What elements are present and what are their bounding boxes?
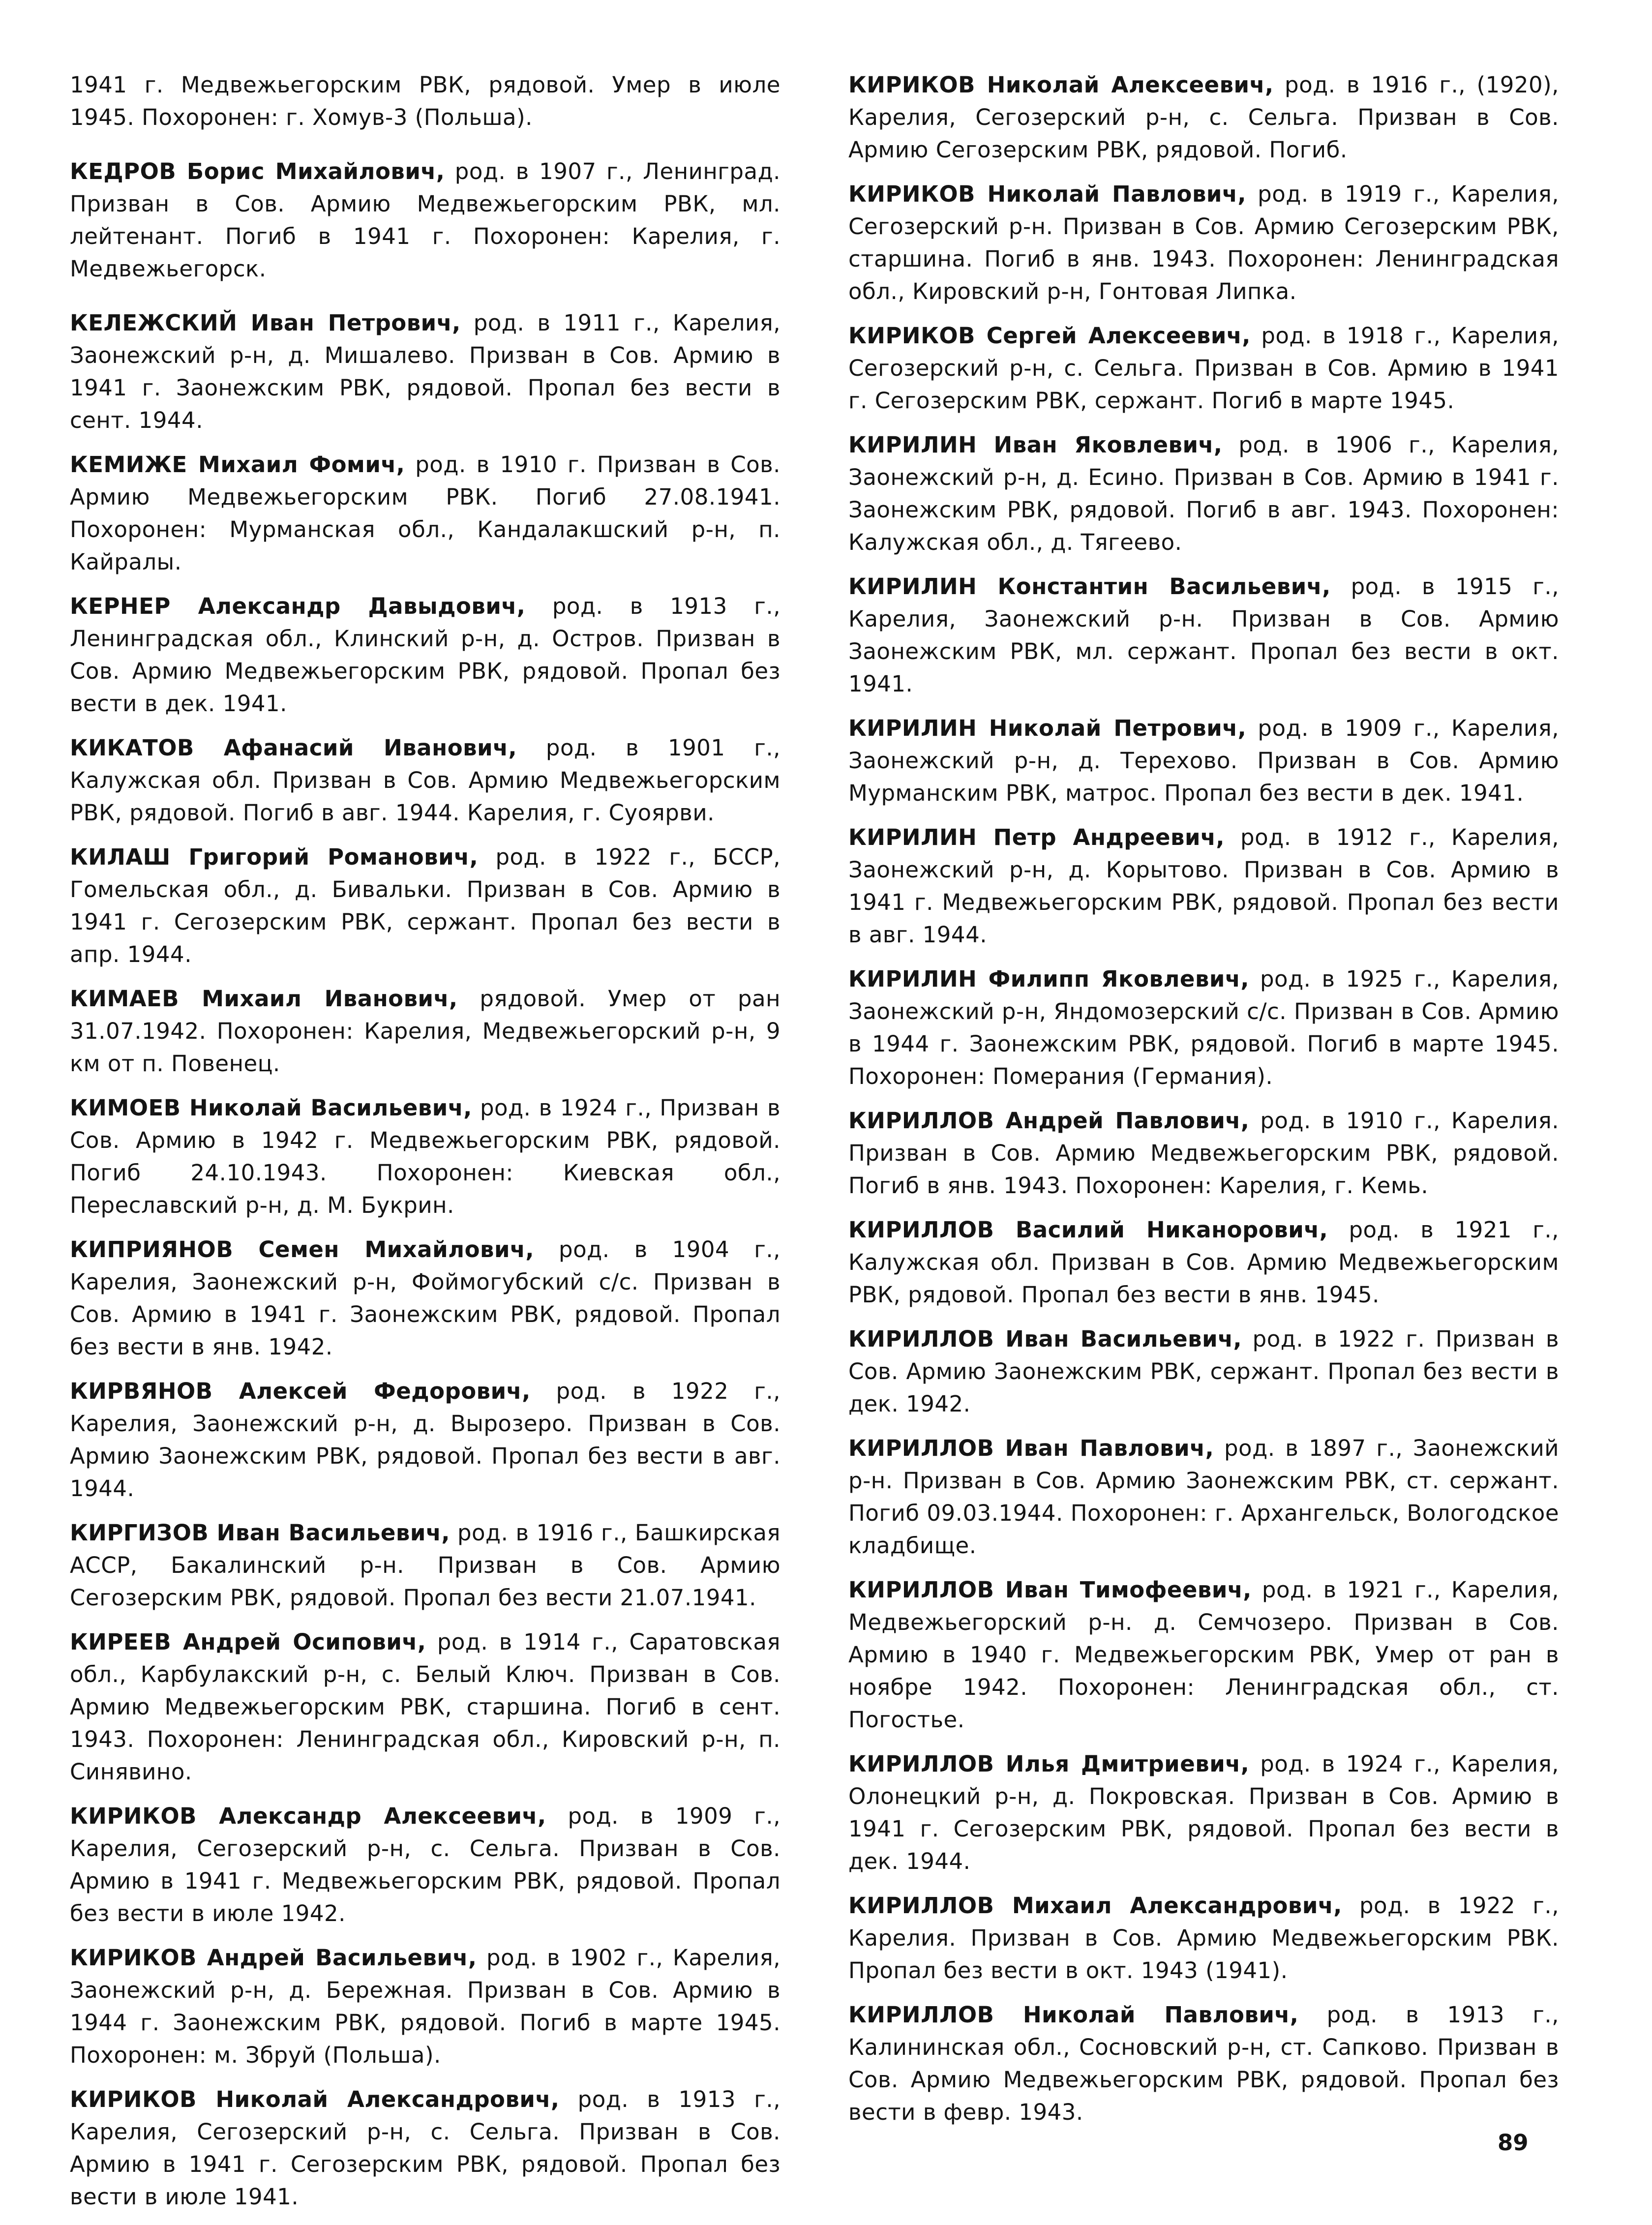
entry-text: род. в 1904 г., Карелия, Заонежский р-н, Фоймогубский с/с. Призван в Сов. Армию в 1941 г. Заонежским РВК, рядовой. Пропал без вести в янв. 1942. [70,1236,781,1360]
entry-kirikov-nikolay-alexeevich [848,69,1559,166]
entry-text: род. в 1925 г., Карелия, Заонежский р-н, Яндомозерский с/с. Призван в Сов. Армию в 1944 г. Заонежским РВК, рядовой. Погиб в марте 1945. Похоронен: Померания (Германия). [848,966,1559,1089]
entry-name: КИЛАШ Григорий Романович, [70,844,479,870]
entry-text: род. в 1913 г., Карелия, Сегозерский р-н, с. Сельга. Призван в Сов. Армию в 1941 г. Сегозерским РВК, рядовой. Пропал без вести в июле 1941. [70,2086,781,2210]
entry-text: род. в 1924 г., Призван в Сов. Армию в 1942 г. Медвежьегорским РВК, рядовой. Погиб 24.10.1943. Похоронен: Киевская обл., Переславский р-н, д. М. Букрин. [70,1095,781,1218]
entry-name: КИРИКОВ Сергей Алексеевич, [848,323,1251,349]
entry-name: КИРИЛЛОВ Андрей Павлович, [848,1108,1250,1134]
entry-text: род. в 1921 г., Карелия, Медвежьегорский р-н. д. Семчозеро. Призван в Сов. Армию в 1940 г. Медвежьегорским РВК, Умер от ран в ноябре 1942. Похоронен: Ленинградская обл., ст. Погостье. [848,1577,1560,1733]
entry-text: род. в 1911 г., Карелия, Заонежский р-н, д. Мишалево. Призван в Сов. Армию в 1941 г. Заонежским РВК, рядовой. Пропал без вести в сент. 1944. [70,310,781,433]
entry-name: КИРИЛЛОВ Иван Тимофеевич, [848,1577,1252,1603]
entry-text: род. в 1906 г., Карелия, Заонежский р-н, д. Есино. Призван в Сов. Армию в 1941 г. Заонежским РВК, рядовой. Погиб в авг. 1943. Похоронен: Калужская обл., д. Тягеево. [848,432,1559,555]
entry-text: род. в 1915 г., Карелия, Заонежский р-н. Призван в Сов. Армию Заонежским РВК, мл. сержант. Пропал без вести в окт. 1941. [848,573,1560,697]
entry-kirilin-nikolay [848,712,1559,810]
entry-kirikov-sergey [848,320,1559,417]
entry-name: КИРГИЗОВ Иван Васильевич, [70,1520,450,1546]
entry-text: род. в 1910 г., Карелия. Призван в Сов. Армию Медвежьегорским РВК, рядовой. Погиб в янв. 1943. Похоронен: Карелия, г. Кемь. [848,1108,1560,1199]
entry-kirillov-ilya [848,1748,1559,1878]
entry-kimaev-mikhail [70,983,781,1080]
entry-text: род. в 1912 г., Карелия, Заонежский р-н, д. Корытово. Призван в Сов. Армию в 1941 г. Медвежьегорским РВК, рядовой. Пропал без вести в авг. 1944. [848,824,1560,948]
entry-kirillov-vasily [848,1214,1559,1311]
entry-continued [70,69,781,134]
entry-text: род. в 1914 г., Саратовская обл., Карбулакский р-н, с. Белый Ключ. Призван в Сов. Армию Медвежьегорским РВК, старшина. Погиб в сент. 1943. Похоронен: Ленинградская обл., Кировский р-н, п. Синявино. [70,1629,781,1785]
entry-text: род. в 1901 г., Калужская обл. Призван в Сов. Армию Медвежьегорским РВК, рядовой. Погиб в авг. 1944. Карелия, г. Суоярви. [70,735,781,826]
entry-kirikov-alexander [70,1800,781,1930]
entry-name: КИРИКОВ Александр Алексеевич, [70,1803,546,1829]
entry-kemizhe-mikhail [70,449,781,578]
entry-kirilin-ivan [848,429,1559,559]
entry-kirillov-ivan-pavlovich [848,1432,1559,1562]
entry-text: род. в 1916 г., (1920), Карелия, Сегозерский р-н, с. Сельга. Призван в Сов. Армию Сегозерским РВК, рядовой. Погиб. [848,72,1559,163]
entry-kirillov-ivan-vasilievich [848,1323,1559,1420]
entry-name: КИМОЕВ Николай Васильевич, [70,1095,472,1121]
entry-text: род. в 1924 г., Карелия, Олонецкий р-н, д. Покровская. Призван в Сов. Армию в 1941 г. Сегозерским РВК, рядовой. Пропал без вести в дек. 1944. [848,1751,1559,1874]
entry-kirillov-andrey [848,1105,1559,1202]
entry-text: род. в 1916 г., Башкирская АССР, Бакалинский р-н. Призван в Сов. Армию Сегозерским РВК, рядовой. Пропал без вести 21.07.1941. [70,1520,781,1611]
entry-kirillov-ivan-timofeevich [848,1574,1559,1736]
left-column [70,69,781,2225]
entry-name: КИРИЛЛОВ Иван Павлович, [848,1435,1214,1461]
entry-kirvyanov-alexey [70,1375,781,1505]
entry-name: КИПРИЯНОВ Семен Михайлович, [70,1236,534,1263]
entry-name: КИРИЛИН Филипп Яковлевич, [848,966,1249,992]
entry-name: КИРИКОВ Николай Александрович, [70,2086,560,2112]
entry-kedrov-boris [70,155,781,285]
entry-text: род. в 1907 г., Ленинград. Призван в Сов. Армию Медвежьегорским РВК, мл. лейтенант. Погиб в 1941 г. Похоронен: Карелия, г. Медвежьегорск. [70,158,781,282]
entry-kirillov-mikhail [848,1890,1559,1987]
entry-name: КИРИЛЛОВ Илья Дмитриевич, [848,1751,1250,1777]
entry-kirillov-nikolay [848,1999,1559,2129]
entry-name: КИРИКОВ Николай Алексеевич, [848,72,1274,98]
page-number: 89 [1498,2130,1529,2156]
entry-kirilin-petr [848,821,1559,951]
entry-kireev-andrey [70,1626,781,1788]
entry-text: род. в 1897 г., Заонежский р-н. Призван в Сов. Армию Заонежским РВК, ст. сержант. Погиб 09.03.1944. Похоронен: г. Архангельск, Вологодское кладбище. [848,1435,1559,1559]
entry-kilash-grigory [70,841,781,971]
entry-kipriyanov-semen [70,1233,781,1363]
entry-kirikov-nikolay-alexandrovich [70,2083,781,2213]
entry-name: КЕДРОВ Борис Михайлович, [70,158,445,184]
entry-kirilin-filipp [848,963,1559,1093]
entry-name: КЕМИЖЕ Михаил Фомич, [70,451,405,478]
entry-text: рядовой. Умер от ран 31.07.1942. Похоронен: Карелия, Медвежьегорский р-н, 9 км от п. Повенец. [70,986,781,1077]
entry-name: КИРИКОВ Андрей Васильевич, [70,1945,477,1971]
entry-name: КИРИЛИН Иван Яковлевич, [848,432,1223,458]
entry-text: род. в 1921 г., Калужская обл. Призван в Сов. Армию Медвежьегорским РВК, рядовой. Пропал без вести в янв. 1945. [848,1217,1559,1308]
entry-kerner-alexander [70,590,781,720]
entry-text: род. в 1913 г., Калининская обл., Сосновский р-н, ст. Сапково. Призван в Сов. Армию Медвежьегорским РВК, рядовой. Пропал без вести в февр. 1943. [848,2002,1559,2125]
entry-text: род. в 1909 г., Карелия, Заонежский р-н, д. Терехово. Призван в Сов. Армию Мурманским РВК, матрос. Пропал без вести в дек. 1941. [848,715,1560,806]
entry-name: КИРЕЕВ Андрей Осипович, [70,1629,426,1655]
entry-kimoev-nikolay [70,1092,781,1222]
entry-name: КИРИЛИН Николай Петрович, [848,715,1247,741]
entry-text: род. в 1919 г., Карелия, Сегозерский р-н. Призван в Сов. Армию Сегозерским РВК, старшина. Погиб в янв. 1943. Похоронен: Ленинградская обл., Кировский р-н, Гонтовая Липка. [848,181,1560,304]
entry-kikatov-afanasy [70,732,781,829]
entry-text: род. в 1922 г. Призван в Сов. Армию Заонежским РВК, сержант. Пропал без вести в дек. 1942. [848,1326,1559,1417]
entry-kelezhsky-ivan [70,307,781,437]
entry-name: КЕРНЕР Александр Давыдович, [70,593,526,619]
entry-name: КИРИЛЛОВ Василий Никанорович, [848,1217,1328,1243]
entry-name: КИРИЛЛОВ Михаил Александрович, [848,1893,1342,1919]
entry-text: род. в 1913 г., Ленинградская обл., Клинский р-н, д. Остров. Призван в Сов. Армию Медвежьегорским РВК, рядовой. Пропал без вести в дек. 1941. [70,593,781,717]
entry-text: род. в 1902 г., Карелия, Заонежский р-н, д. Бережная. Призван в Сов. Армию в 1944 г. Заонежским РВК, рядовой. Погиб в марте 1945. Похоронен: м. Збруй (Польша). [70,1945,781,2068]
entry-kirgizov-ivan [70,1517,781,1614]
entry-name: КИРВЯНОВ Алексей Федорович, [70,1378,531,1404]
entry-name: КИРИЛИН Петр Андреевич, [848,824,1225,850]
entry-text: род. в 1922 г., Карелия. Призван в Сов. Армию Медвежьегорским РВК. Пропал без вести в окт. 1943 (1941). [848,1893,1559,1984]
entry-text: 1941 г. Медвежьегорским РВК, рядовой. Умер в июле 1945. Похоронен: г. Хомув-3 (Польша). [70,72,781,130]
entry-name: КИРИЛЛОВ Иван Васильевич, [848,1326,1242,1352]
entry-kirilin-konstantin [848,571,1559,700]
entry-name: КИРИКОВ Николай Павлович, [848,181,1246,207]
entry-text: род. в 1922 г., Карелия, Заонежский р-н, д. Вырозеро. Призван в Сов. Армию Заонежским РВК, рядовой. Пропал без вести в авг. 1944. [70,1378,781,1502]
entry-text: род. в 1909 г., Карелия, Сегозерский р-н, с. Сельга. Призван в Сов. Армию в 1941 г. Медвежьегорским РВК, рядовой. Пропал без вести в июле 1942. [70,1803,781,1926]
right-column [848,69,1559,2140]
entry-name: КИРИЛЛОВ Николай Павлович, [848,2002,1299,2028]
entry-name: КИМАЕВ Михаил Иванович, [70,986,458,1012]
entry-text: род. в 1922 г., БССР, Гомельская обл., д. Бивальки. Призван в Сов. Армию в 1941 г. Сегозерским РВК, сержант. Пропал без вести в апр. 1944. [70,844,781,967]
entry-text: род. в 1910 г. Призван в Сов. Армию Медвежьегорским РВК. Погиб 27.08.1941. Похоронен: Мурманская обл., Кандалакшский р-н, п. Кайралы. [70,451,781,575]
entry-name: КЕЛЕЖСКИЙ Иван Петрович, [70,310,461,336]
entry-name: КИКАТОВ Афанасий Иванович, [70,735,517,761]
entry-kirikov-andrey [70,1942,781,2072]
entry-kirikov-nikolay-pavlovich [848,178,1559,308]
entry-name: КИРИЛИН Константин Васильевич, [848,573,1331,600]
entry-text: род. в 1918 г., Карелия, Сегозерский р-н, с. Сельга. Призван в Сов. Армию в 1941 г. Сегозерским РВК, сержант. Погиб в марте 1945. [848,323,1559,414]
